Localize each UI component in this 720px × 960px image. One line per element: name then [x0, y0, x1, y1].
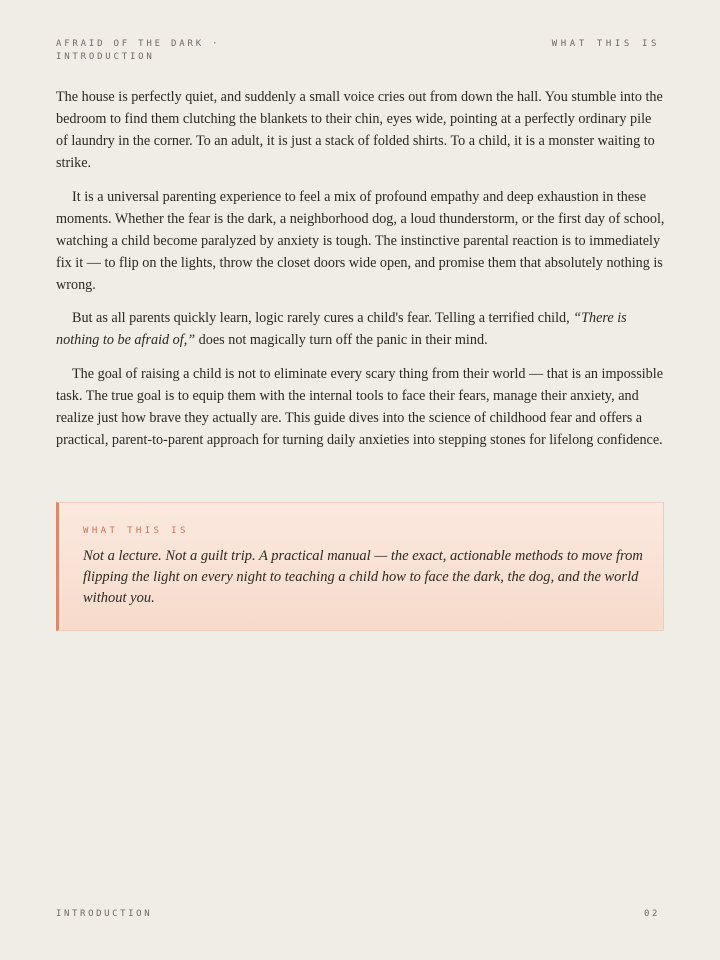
- paragraph: The goal of raising a child is not to eliminate every scary thing from their world — that is an impossible task. The true goal is to equip them with the internal tools to face their fears, manage their anxiety, and realize just how brave they actually are. This guide dives into the science of childhood fear and offers a practical, parent-to-parent approach for turning daily anxieties into stepping stones for lifelong confidence.: [56, 365, 664, 448]
- paragraph: It is a universal parenting experience to feel a mix of profound empathy and deep exhaustion in these moments. Whether the fear is the dark, a neighborhood dog, a loud thunderstorm, or the first day of school, watching a child become paralyzed by anxiety is tough. The instinctive parental reaction is to immediately fix it — to flip on the lights, throw the closet doors wide open, and promise them that absolutely nothing is wrong.: [56, 188, 665, 293]
- running-title: AFRAID OF THE DARK · INTRODUCTION: [56, 39, 221, 62]
- page-number: 02: [643, 909, 660, 919]
- quote-text: “There is nothing to be afraid of,”: [56, 310, 627, 348]
- paragraph: The house is perfectly quiet, and suddenly a small voice cries out from down the hall. You stumble into the bedroom to find them clutching the blankets to their chin, eyes wide, pointing at a perfectly ordinary pile of laundry in the corner. To an adult, it is just a stack of folded shirts. To a child, it is a monster waiting to strike.: [56, 89, 663, 171]
- footer-section: INTRODUCTION: [56, 909, 153, 919]
- page-footer: [56, 909, 660, 923]
- paragraph-text: does not magically turn off the panic in their mind.: [195, 332, 488, 348]
- paragraph: [56, 307, 666, 351]
- callout-label: WHAT THIS IS: [83, 526, 189, 536]
- callout-text: Not a lecture. Not a guilt trip. A practical manual — the exact, actionable methods to move from flipping the light on every night to teaching a child how to face the dark, the dog, and the world without you.: [83, 548, 643, 606]
- paragraph-text: But as all parents quickly learn, logic rarely cures a child's fear. Telling a terrified child,: [72, 310, 574, 326]
- body-text: [56, 86, 666, 462]
- page-header: [56, 38, 660, 68]
- callout-box: [56, 502, 664, 631]
- section-label: WHAT THIS IS: [551, 39, 660, 49]
